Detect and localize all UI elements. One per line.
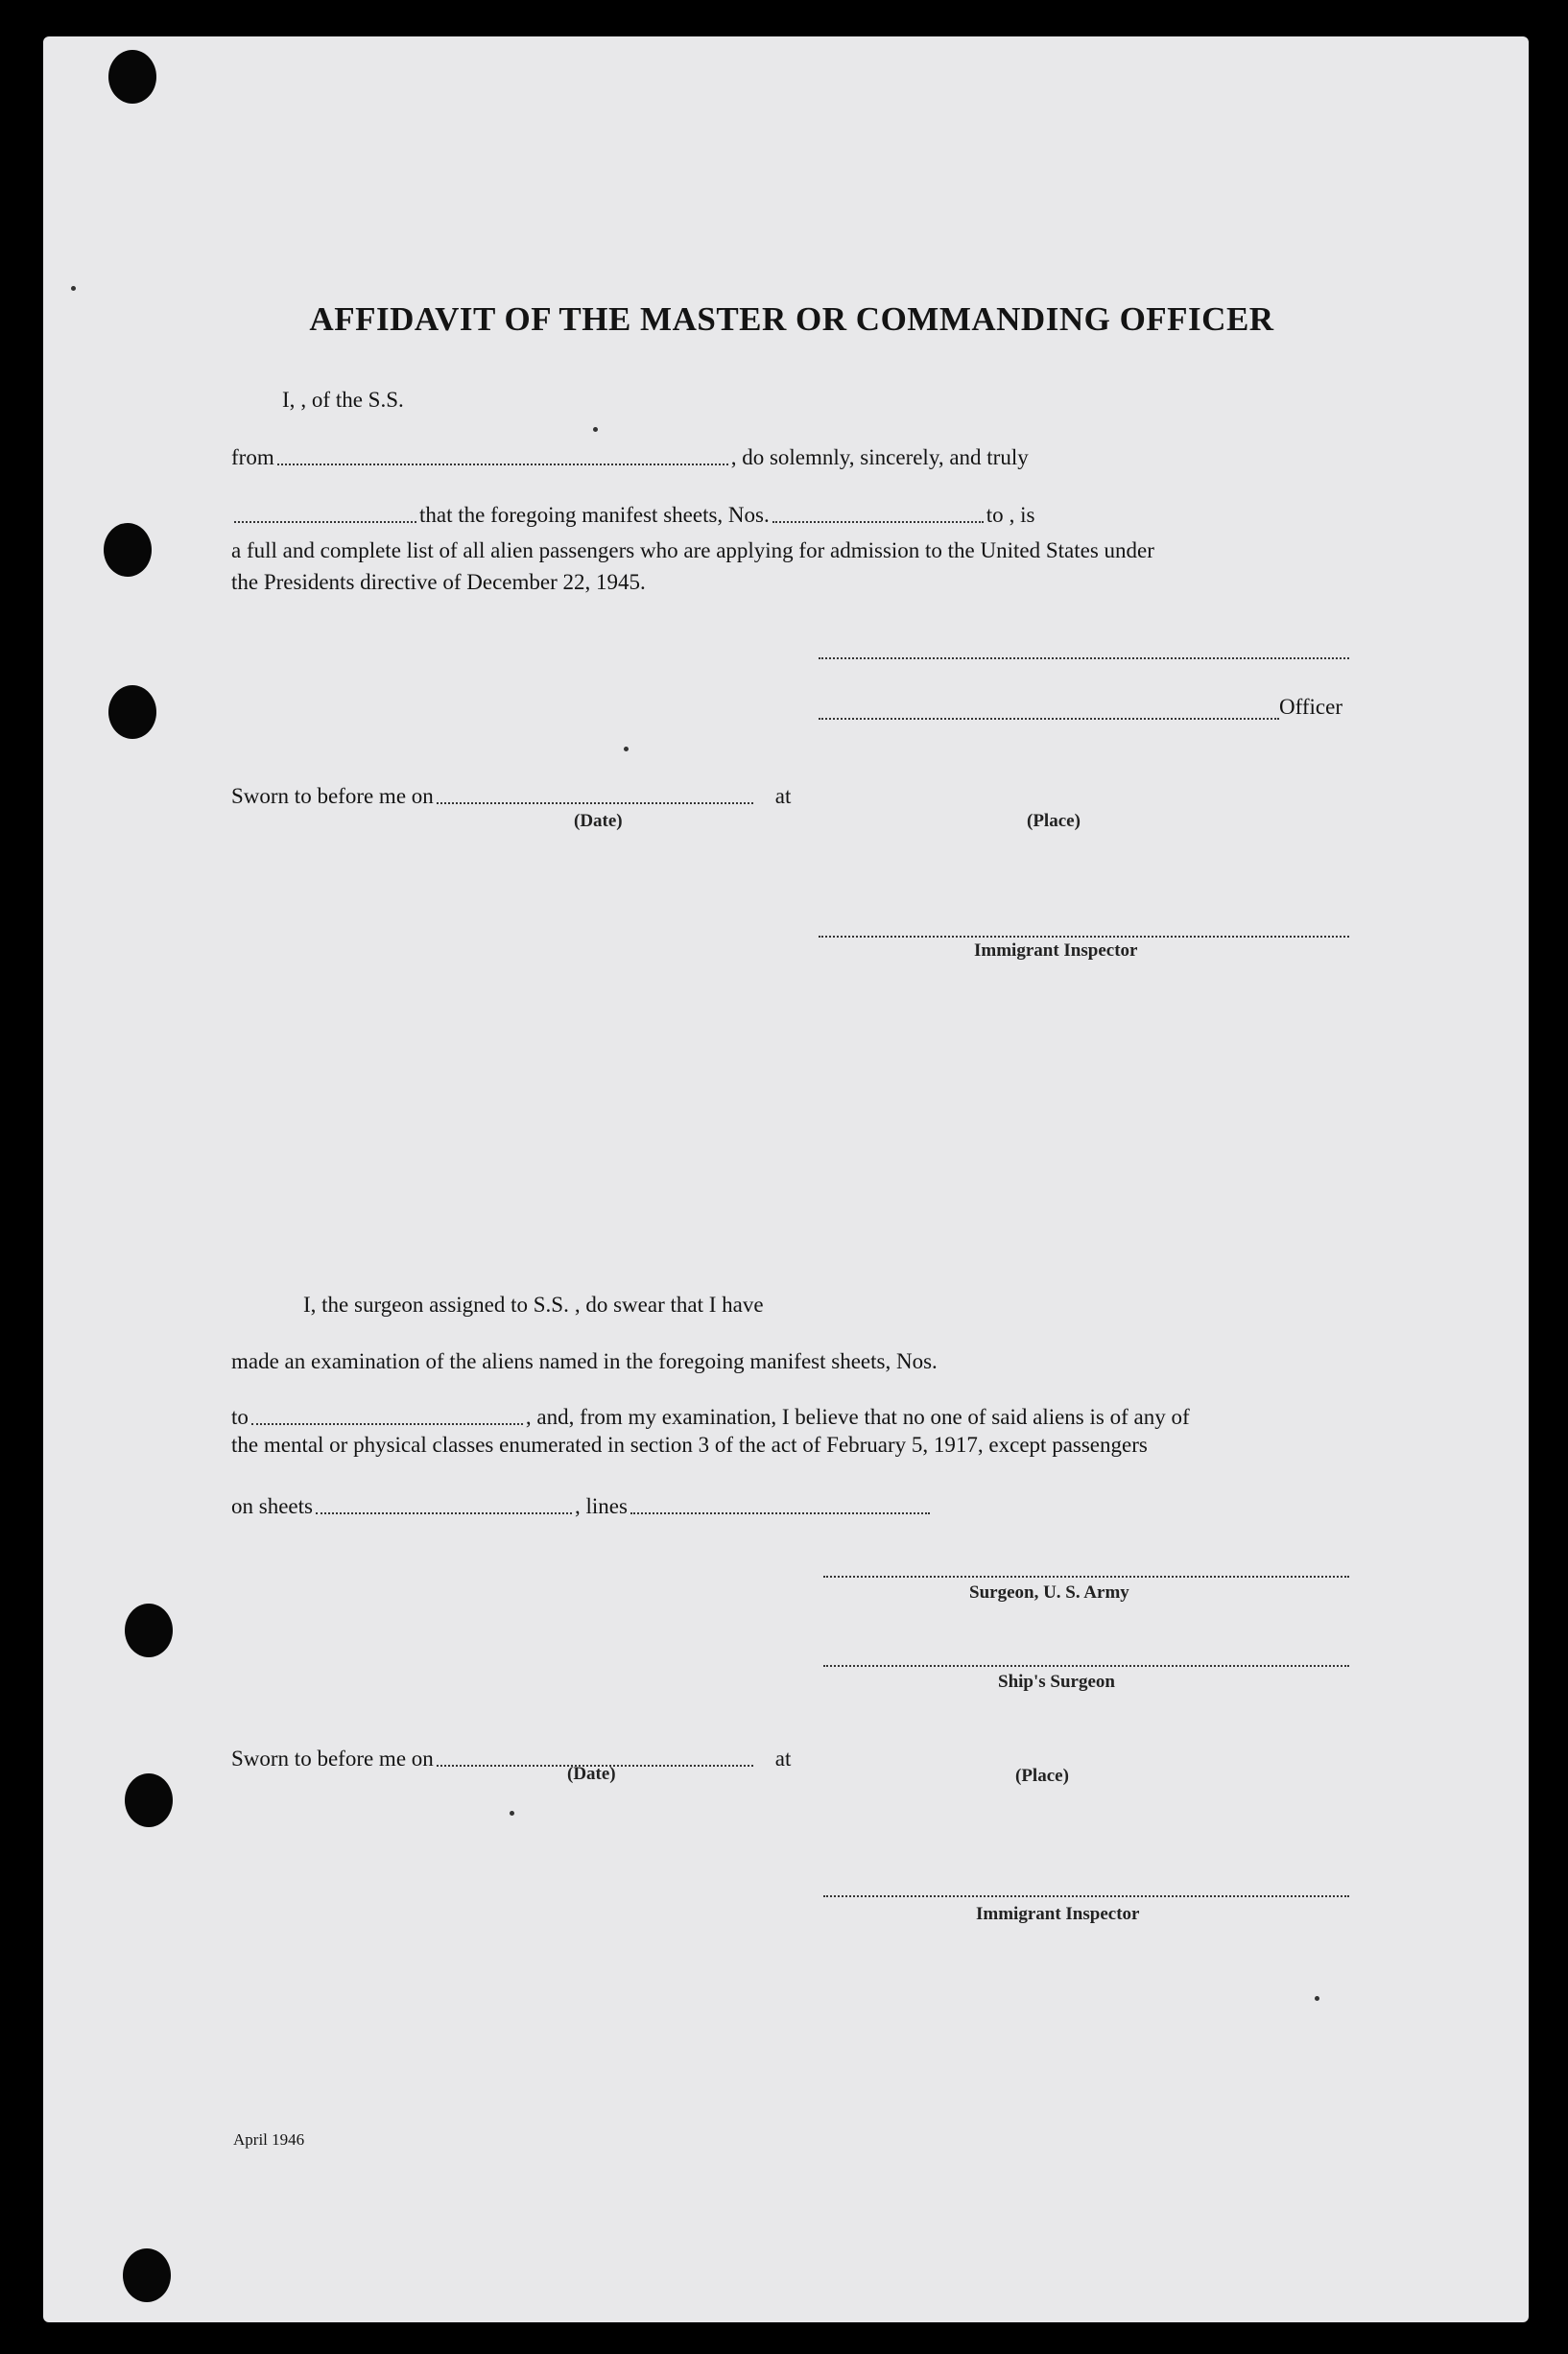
surgeon-sworn-line bbox=[231, 1747, 1350, 1771]
master-at-label: at bbox=[774, 784, 792, 808]
master-sworn-label: Sworn to before me on bbox=[231, 784, 434, 808]
master-from-label: from bbox=[231, 445, 274, 469]
ink-speck bbox=[510, 1811, 514, 1816]
surgeon-line-1 bbox=[231, 1293, 1350, 1318]
master-date-caption: (Date) bbox=[574, 811, 623, 831]
surgeon-to-label: to bbox=[231, 1405, 249, 1429]
master-place-caption: (Place) bbox=[1027, 811, 1081, 831]
surgeon-inspector-label: Immigrant Inspector bbox=[976, 1904, 1140, 1924]
surgeon-belief-label: , and, from my examination, I believe that no one of said aliens is of any of bbox=[525, 1405, 1190, 1429]
surgeon-statement-line-4: the mental or physical classes enumerated in section 3 of the act of February 5, 1917, except passengers bbox=[231, 1433, 1148, 1457]
master-oath-field[interactable] bbox=[234, 520, 416, 523]
surgeon-sheets-to-field[interactable] bbox=[251, 1422, 523, 1425]
master-from-field[interactable] bbox=[277, 463, 728, 465]
punch-hole-icon bbox=[123, 2248, 171, 2302]
army-surgeon-label: Surgeon, U. S. Army bbox=[969, 1582, 1129, 1603]
form-date: April 1946 bbox=[233, 2130, 305, 2149]
ink-speck bbox=[593, 427, 598, 432]
master-to-label: to bbox=[986, 503, 1004, 527]
surgeon-line-3 bbox=[231, 1405, 1350, 1430]
surgeon-date-caption: (Date) bbox=[567, 1764, 616, 1784]
surgeon-place-caption: (Place) bbox=[1015, 1766, 1069, 1786]
surgeon-line-2 bbox=[231, 1349, 1350, 1374]
surgeon-lines-label: , lines bbox=[574, 1494, 628, 1518]
master-is-label: , is bbox=[1009, 503, 1035, 527]
master-of-ss-label: , of the S.S. bbox=[300, 388, 404, 412]
surgeon-swear-label: , do swear that I have bbox=[574, 1293, 764, 1317]
ships-surgeon-label: Ship's Surgeon bbox=[998, 1672, 1115, 1692]
ships-surgeon-signature-line[interactable] bbox=[823, 1664, 1349, 1667]
punch-hole-icon bbox=[104, 523, 152, 577]
master-foregoing-label: that the foregoing manifest sheets, Nos. bbox=[419, 503, 770, 527]
surgeon-on-sheets-label: on sheets bbox=[231, 1494, 313, 1518]
surgeon-inspector-signature-line[interactable] bbox=[823, 1894, 1349, 1897]
punch-hole-icon bbox=[108, 50, 156, 104]
master-sheets-from-field[interactable] bbox=[772, 520, 984, 523]
master-inspector-signature-line[interactable] bbox=[819, 935, 1349, 938]
form-page bbox=[43, 36, 1529, 2322]
master-inspector-label: Immigrant Inspector bbox=[974, 940, 1138, 961]
surgeon-on-sheets-field[interactable] bbox=[316, 1511, 572, 1514]
master-swear-label: , do solemnly, sincerely, and truly bbox=[730, 445, 1029, 469]
master-line-1 bbox=[231, 388, 1350, 413]
surgeon-sworn-label: Sworn to before me on bbox=[231, 1747, 434, 1771]
surgeon-assigned-label: I, the surgeon assigned to S.S. bbox=[303, 1293, 569, 1317]
ink-speck bbox=[624, 747, 629, 751]
master-sworn-date-field[interactable] bbox=[437, 801, 753, 804]
ink-speck bbox=[71, 286, 76, 291]
punch-hole-icon bbox=[125, 1773, 173, 1827]
master-i-label: I, bbox=[282, 388, 296, 412]
surgeon-line-5 bbox=[231, 1494, 1350, 1519]
master-statement-line-5: the Presidents directive of December 22, 1945. bbox=[231, 570, 646, 594]
officer-signature-line[interactable] bbox=[819, 717, 1279, 720]
officer-label: Officer bbox=[1279, 695, 1342, 719]
army-surgeon-signature-line[interactable] bbox=[823, 1575, 1349, 1578]
punch-hole-icon bbox=[108, 685, 156, 739]
master-sworn-line bbox=[231, 784, 1350, 809]
surgeon-examination-label: made an examination of the aliens named in the foregoing manifest sheets, Nos. bbox=[231, 1349, 938, 1373]
punch-hole-icon bbox=[125, 1604, 173, 1657]
surgeon-at-label: at bbox=[774, 1747, 792, 1771]
page-title: AFFIDAVIT OF THE MASTER OR COMMANDING OFFICER bbox=[309, 300, 1274, 338]
master-signature-line[interactable] bbox=[819, 656, 1349, 659]
surgeon-lines-field[interactable] bbox=[630, 1511, 930, 1514]
ink-speck bbox=[1315, 1996, 1319, 2001]
master-statement-line-4: a full and complete list of all alien passengers who are applying for admission to the United States under bbox=[231, 538, 1154, 562]
master-line-3 bbox=[231, 503, 1350, 528]
master-line-2 bbox=[231, 445, 1350, 470]
